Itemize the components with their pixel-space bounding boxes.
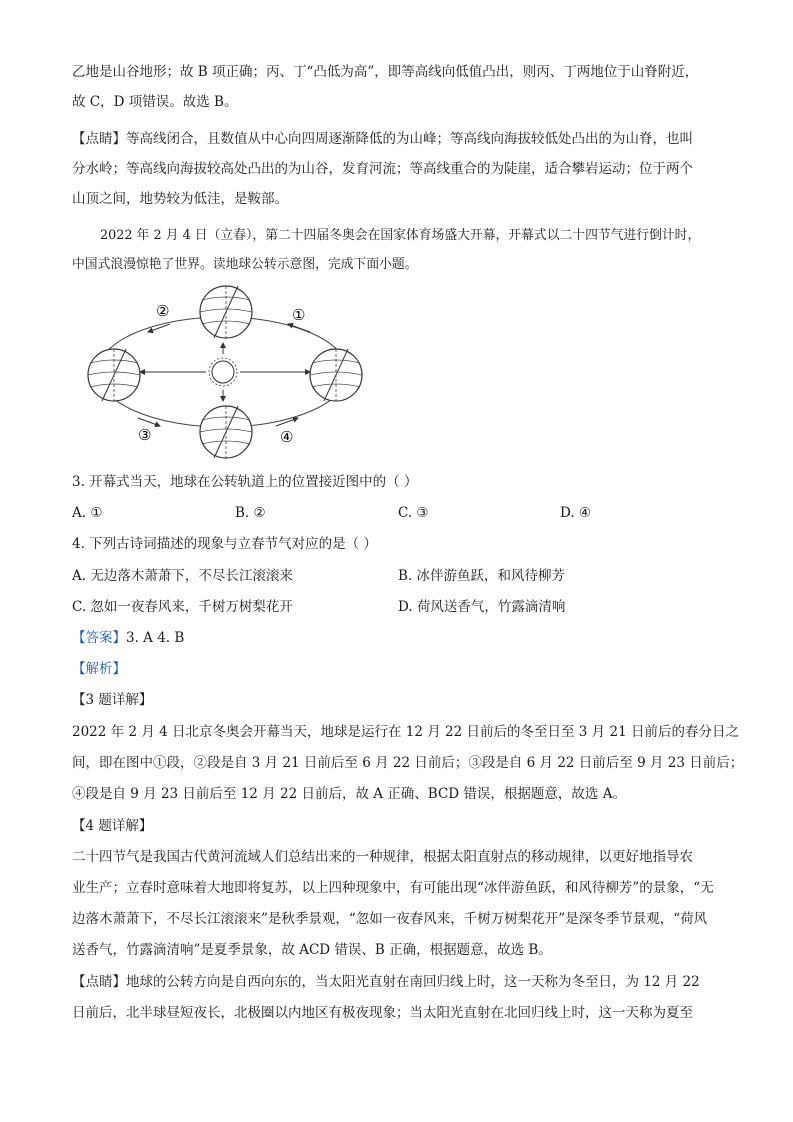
- q4-option-c: C. 忽如一夜春风来，千树万树梨花开: [72, 599, 293, 615]
- earth-top-icon: [200, 286, 252, 338]
- q3-option-c: C. ③: [398, 505, 429, 521]
- analysis-text: 故 C，D 项错误。故选 B。: [72, 94, 238, 110]
- earth-left-icon: [88, 349, 140, 401]
- tip-text: 地球的公转方向是自西向东的，当太阳光直射在南回归线上时，这一天称为冬至日，为 12 月 22: [126, 974, 700, 990]
- q4-option-a: A. 无边落木萧萧下，不尽长江滚滚来: [72, 568, 293, 584]
- detail-4-tag: 【4 题详解】: [72, 818, 153, 834]
- earth-revolution-diagram: [78, 280, 368, 470]
- question-3-stem: 3. 开幕式当天，地球在公转轨道上的位置接近图中的（ ）: [72, 474, 418, 490]
- detail-3-text: ④段是自 9 月 23 日前后至 12 月 22 日前后，故 A 正确、BCD 错误，根据题意，故选 A。: [72, 786, 626, 802]
- detail-3-tag: 【3 题详解】: [72, 692, 153, 708]
- tip-paragraph: [72, 972, 700, 992]
- earth-right-icon: [310, 349, 362, 401]
- tip-text: 山顶之间，地势较为低洼，是鞍部。: [72, 191, 288, 207]
- question-4-stem: 4. 下列古诗词描述的现象与立春节气对应的是（ ）: [72, 536, 377, 552]
- detail-3-text: 2022 年 2 月 4 日北京冬奥会开幕当天，地球是运行在 12 月 22 日前后的冬至日至 3 月 21 日前后的春分日之: [72, 724, 739, 740]
- q3-option-b: B. ②: [235, 505, 266, 521]
- q4-option-b: B. 冰伴游鱼跃，和风待柳芳: [398, 568, 566, 584]
- analysis-text: 乙地是山谷地形；故 B 项正确；丙、丁“凸低为高”，即等高线向低值凸出，则丙、丁两地位于山脊附近，: [72, 64, 699, 80]
- analysis-tag: 【解析】: [72, 661, 126, 677]
- detail-4-text: 二十四节气是我国古代黄河流域人们总结出来的一种规律，根据太阳直射点的移动规律，以更好地指导农: [72, 849, 693, 865]
- tip-text: 分水岭；等高线向海拔较高处凸出的为山谷，发育河流；等高线重合的为陡崖，适合攀岩运动；位于两个: [72, 161, 693, 177]
- detail-3-text: 间，即在图中①段，②段是自 3 月 21 日前后至 6 月 22 日前后；③段是自 6 月 22 日前后至 9 月 23 日前后；: [72, 755, 744, 771]
- segment-label-4: ④: [280, 428, 294, 446]
- answer-text: 3. A 4. B: [126, 630, 185, 646]
- segment-label-3: ③: [138, 426, 152, 444]
- q3-option-a: A. ①: [72, 505, 103, 521]
- answer-line: [72, 628, 184, 648]
- earth-bottom-icon: [200, 406, 252, 458]
- sun-icon: [209, 358, 237, 386]
- detail-4-text: 送香气，竹露滴清响”是夏季景象，故 ACD 错误、B 正确，根据题意，故选 B。: [72, 942, 552, 958]
- segment-label-2: ②: [156, 302, 170, 320]
- tip-text: 等高线闭合，且数值从中心向四周逐渐降低的为山峰；等高线向海拔较低处凸出的为山脊，也叫: [126, 131, 693, 147]
- orbit-arrow: [288, 324, 310, 332]
- tip-text: 日前后，北半球昼短夜长，北极圈以内地区有极夜现象；当太阳光直射在北回归线上时，这一天称为夏至: [72, 1005, 693, 1021]
- question-intro: 中国式浪漫惊艳了世界。读地球公转示意图，完成下面小题。: [72, 257, 418, 272]
- question-intro: 2022 年 2 月 4 日（立春），第二十四届冬奥会在国家体育场盛大开幕，开幕式以二十四节气进行倒计时，: [100, 228, 701, 243]
- answer-tag: 【答案】: [72, 630, 126, 646]
- orbit-arrow: [148, 324, 170, 332]
- detail-4-text: 业生产；立春时意味着大地即将复苏，以上四种现象中，有可能出现“冰伴游鱼跃，和风待柳芳”的景象，“无: [72, 880, 714, 896]
- tip-paragraph: [72, 129, 693, 149]
- q4-option-d: D. 荷风送香气，竹露滴清响: [398, 599, 566, 615]
- tip-tag: 【点睛】: [72, 131, 126, 147]
- segment-label-1: ①: [292, 306, 306, 324]
- tip-tag: 【点睛】: [72, 974, 126, 990]
- q3-option-d: D. ④: [560, 505, 592, 521]
- detail-4-text: 边落木萧萧下，不尽长江滚滚来”是秋季景观，“忽如一夜春风来，千树万树梨花开”是深冬季节景观，“荷风: [72, 911, 708, 927]
